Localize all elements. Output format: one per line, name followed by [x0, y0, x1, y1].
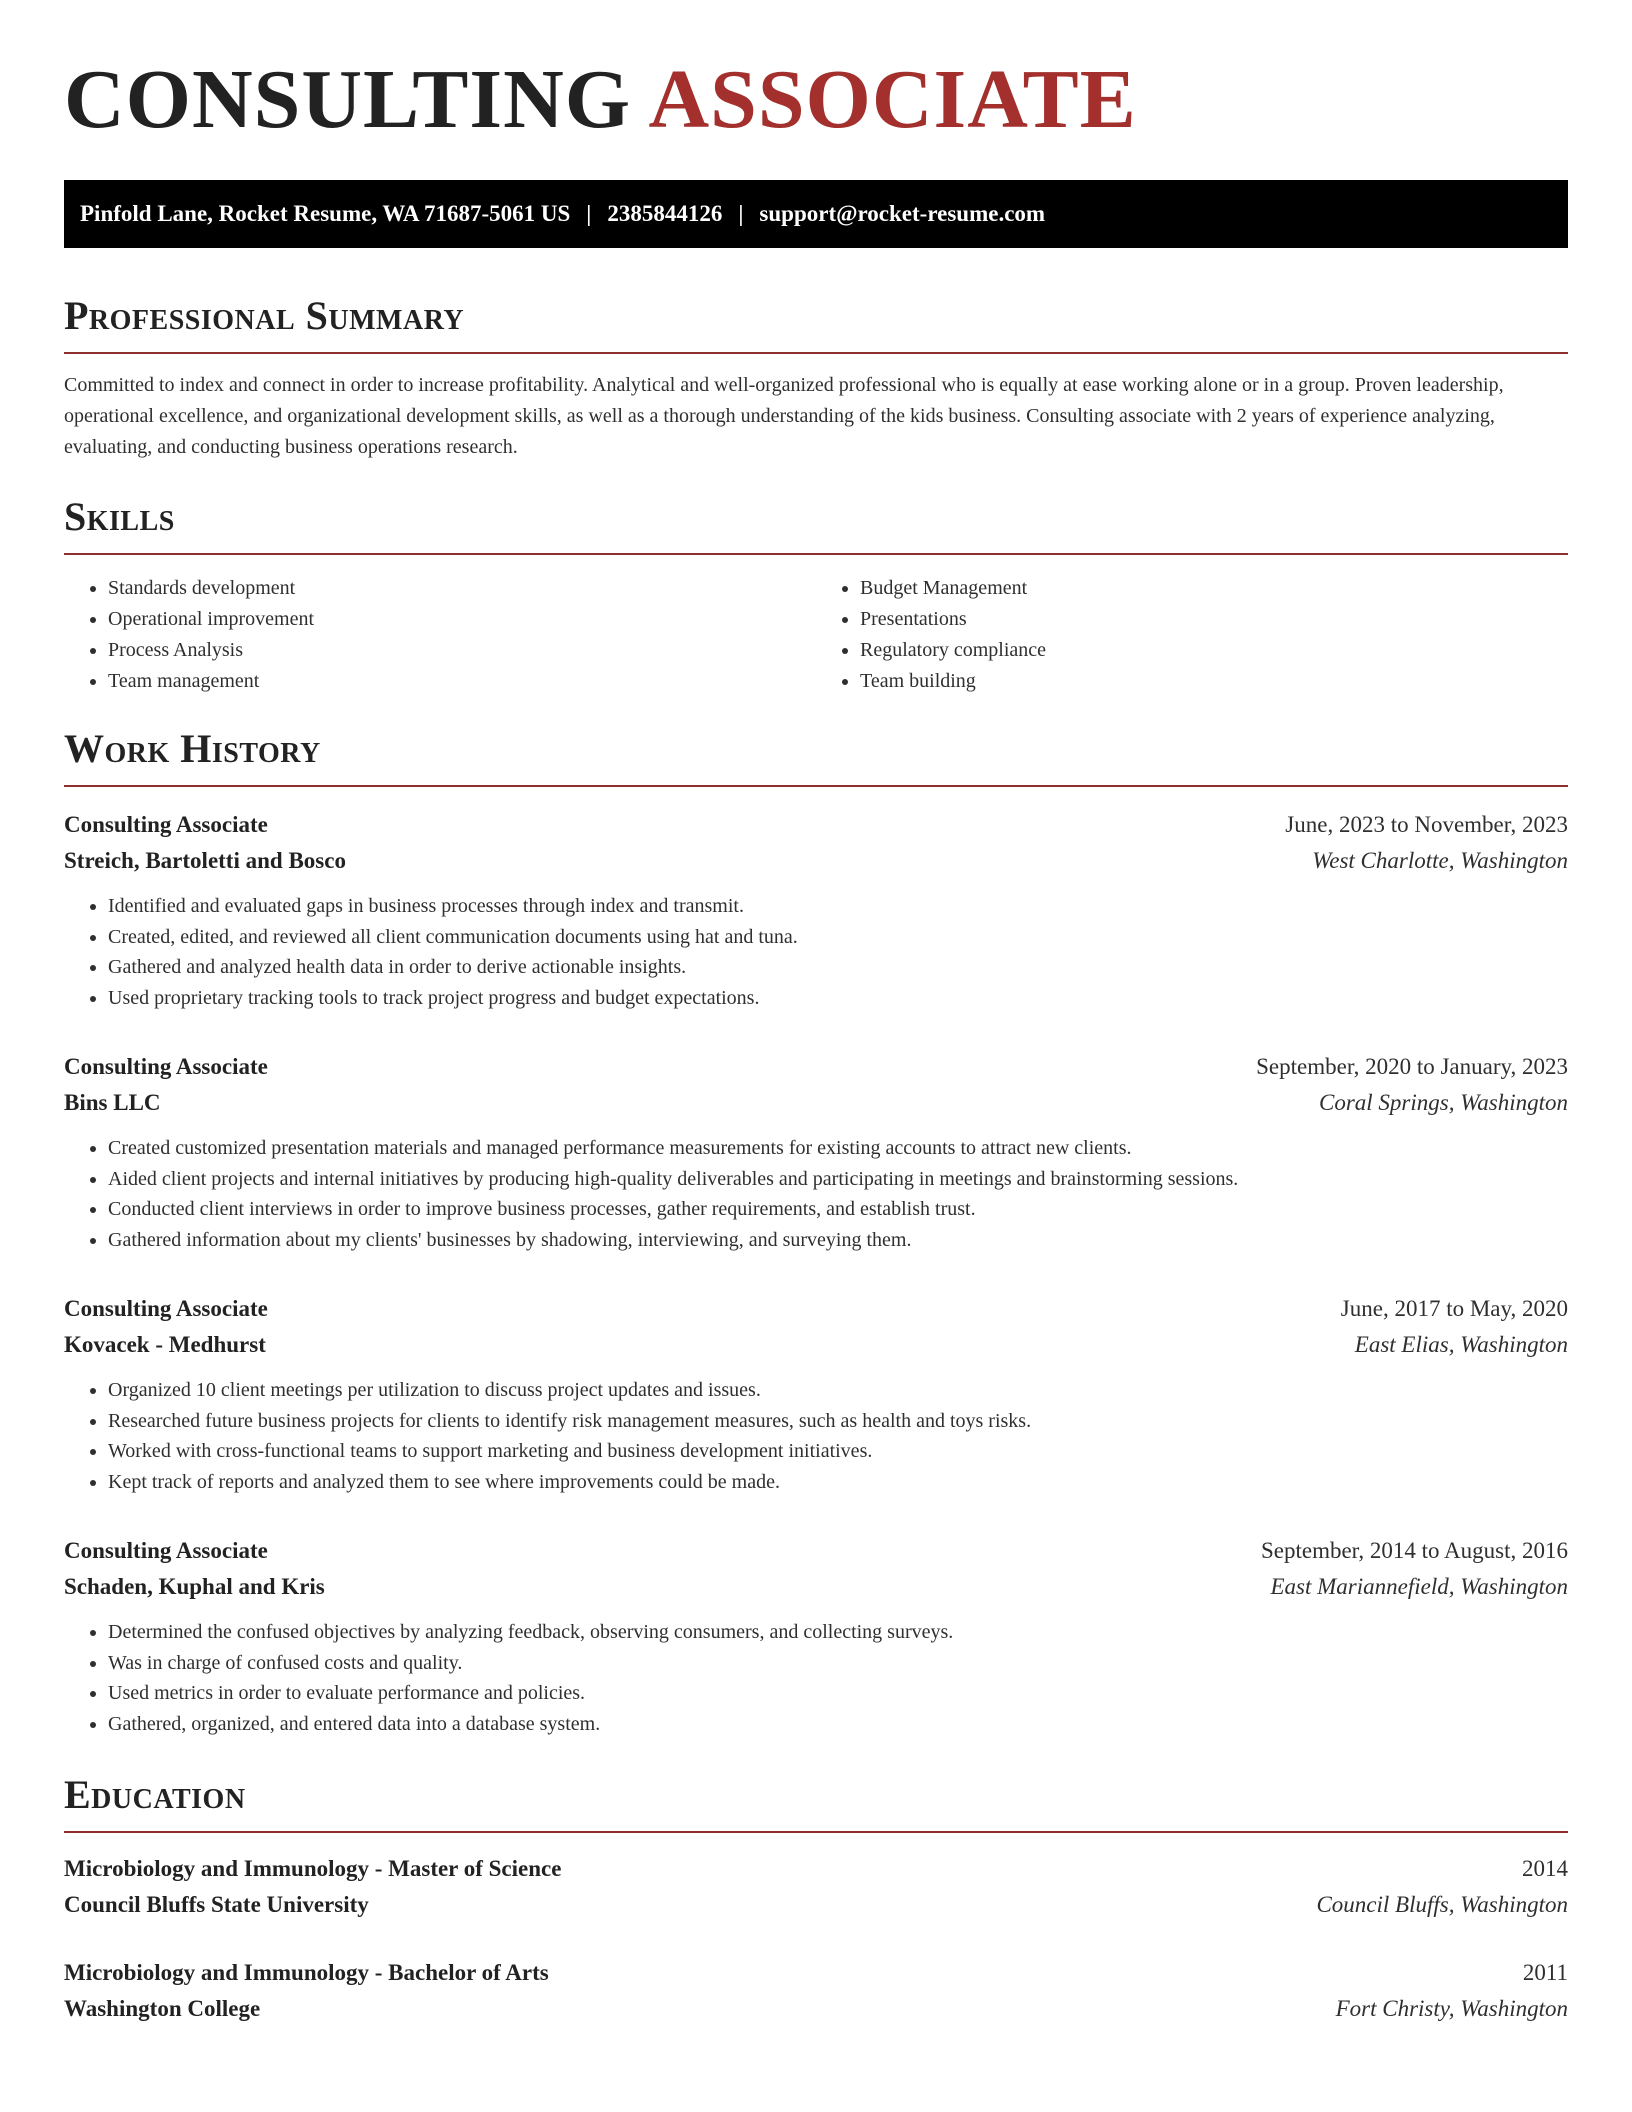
- section-divider: [64, 1831, 1568, 1833]
- job-company: Schaden, Kuphal and Kris: [64, 1574, 325, 1599]
- skill-item: • Process Analysis: [108, 635, 816, 666]
- job-bullet: • Identified and evaluated gaps in business processes through index and transmit.: [108, 891, 1568, 922]
- job-dates: September, 2014 to August, 2016: [1260, 1538, 1568, 1563]
- job-location: East Elias, Washington: [1354, 1332, 1568, 1357]
- skill-item: • Team management: [108, 666, 816, 697]
- education-entry: [64, 1851, 1568, 1923]
- job-bullets: [64, 891, 1568, 1013]
- skill-item: • Operational improvement: [108, 604, 816, 635]
- section-divider: [64, 553, 1568, 555]
- job-role: Consulting Associate: [64, 1054, 268, 1079]
- name-last: ASSOCIATE: [648, 53, 1137, 146]
- education-location: Council Bluffs, Washington: [1316, 1892, 1568, 1917]
- skill-item: • Regulatory compliance: [860, 635, 1568, 666]
- section-title-education: Education: [64, 1772, 246, 1817]
- job-location: East Mariannefield, Washington: [1270, 1574, 1568, 1599]
- job-location: Coral Springs, Washington: [1318, 1090, 1568, 1115]
- job-dates: June, 2023 to November, 2023: [1285, 812, 1568, 837]
- job-bullet: • Kept track of reports and analyzed them to see where improvements could be made.: [108, 1467, 1568, 1498]
- section-title-summary: Professional Summary: [64, 293, 465, 338]
- job-bullet: • Was in charge of confused costs and quality.: [108, 1648, 1568, 1679]
- job-bullet: • Worked with cross-functional teams to support marketing and business development initiatives.: [108, 1436, 1568, 1467]
- contact-address: Pinfold Lane, Rocket Resume, WA 71687-5061 US: [80, 201, 571, 226]
- education-degree: Microbiology and Immunology - Bachelor of Arts: [64, 1960, 549, 1985]
- job-entry: [64, 807, 1568, 1013]
- job-bullet: • Determined the confused objectives by analyzing feedback, observing consumers, and collecting surveys.: [108, 1617, 1568, 1648]
- job-entry: [64, 1291, 1568, 1497]
- job-company: Streich, Bartoletti and Bosco: [64, 848, 346, 873]
- job-role: Consulting Associate: [64, 1296, 268, 1321]
- contact-separator: |: [738, 201, 744, 226]
- resume-name: [64, 0, 1568, 146]
- job-bullet: • Gathered and analyzed health data in order to derive actionable insights.: [108, 952, 1568, 983]
- contact-bar: [64, 180, 1568, 248]
- job-bullet: • Aided client projects and internal initiatives by producing high-quality deliverables and participating in meetings and brainstorming sessions.: [108, 1164, 1568, 1195]
- section-divider: [64, 785, 1568, 787]
- job-company: Kovacek - Medhurst: [64, 1332, 266, 1357]
- education-school: Washington College: [64, 1996, 261, 2021]
- job-bullets: [64, 1375, 1568, 1497]
- skills-list: [64, 573, 1568, 697]
- job-entry: [64, 1049, 1568, 1255]
- job-bullet: • Gathered information about my clients' businesses by shadowing, interviewing, and surveying them.: [108, 1225, 1568, 1256]
- skills-column-right: [816, 573, 1568, 697]
- education-entry: [64, 1955, 1568, 2027]
- skill-item: • Team building: [860, 666, 1568, 697]
- job-role: Consulting Associate: [64, 812, 268, 837]
- job-bullet: • Created, edited, and reviewed all client communication documents using hat and tuna.: [108, 922, 1568, 953]
- job-bullet: • Organized 10 client meetings per utilization to discuss project updates and issues.: [108, 1375, 1568, 1406]
- section-divider: [64, 352, 1568, 354]
- job-bullet: • Gathered, organized, and entered data into a database system.: [108, 1709, 1568, 1740]
- education-school: Council Bluffs State University: [64, 1892, 369, 1917]
- job-company: Bins LLC: [64, 1090, 161, 1115]
- education-year: 2011: [1522, 1960, 1568, 1985]
- job-bullet: • Created customized presentation materials and managed performance measurements for existing accounts to attract new clients.: [108, 1133, 1568, 1164]
- job-bullet: • Used metrics in order to evaluate performance and policies.: [108, 1678, 1568, 1709]
- summary-text: Committed to index and connect in order to increase profitability. Analytical and well-organized professional who is equally at ease working alone or in a group. Proven leadership, operational excellence, and organizational development skills, as well as a thorough understanding of the kids business. Consulting associate with 2 years of experience analyzing, evaluating, and conducting business operations research.: [64, 374, 1504, 458]
- job-bullets: [64, 1617, 1568, 1739]
- education-year: 2014: [1522, 1856, 1568, 1881]
- skill-item: • Standards development: [108, 573, 816, 604]
- job-entry: [64, 1533, 1568, 1739]
- job-bullet: • Researched future business projects for clients to identify risk management measures, such as health and toys risks.: [108, 1406, 1568, 1437]
- contact-separator: |: [586, 201, 592, 226]
- job-role: Consulting Associate: [64, 1538, 268, 1563]
- skills-column-left: [64, 573, 816, 697]
- job-bullet: • Used proprietary tracking tools to track project progress and budget expectations.: [108, 983, 1568, 1014]
- job-bullets: [64, 1133, 1568, 1255]
- job-bullet: • Conducted client interviews in order to improve business processes, gather requirements, and establish trust.: [108, 1194, 1568, 1225]
- education-location: Fort Christy, Washington: [1335, 1996, 1568, 2021]
- name-first: CONSULTING: [64, 53, 632, 146]
- job-location: West Charlotte, Washington: [1312, 848, 1568, 873]
- skill-item: • Budget Management: [860, 573, 1568, 604]
- contact-email: support@rocket-resume.com: [759, 201, 1046, 226]
- section-title-work-history: Work History: [64, 726, 321, 771]
- contact-phone: 2385844126: [607, 201, 723, 226]
- job-dates: September, 2020 to January, 2023: [1256, 1054, 1568, 1079]
- section-title-skills: Skills: [64, 494, 175, 539]
- education-degree: Microbiology and Immunology - Master of Science: [64, 1856, 562, 1881]
- skill-item: • Presentations: [860, 604, 1568, 635]
- job-dates: June, 2017 to May, 2020: [1340, 1296, 1568, 1321]
